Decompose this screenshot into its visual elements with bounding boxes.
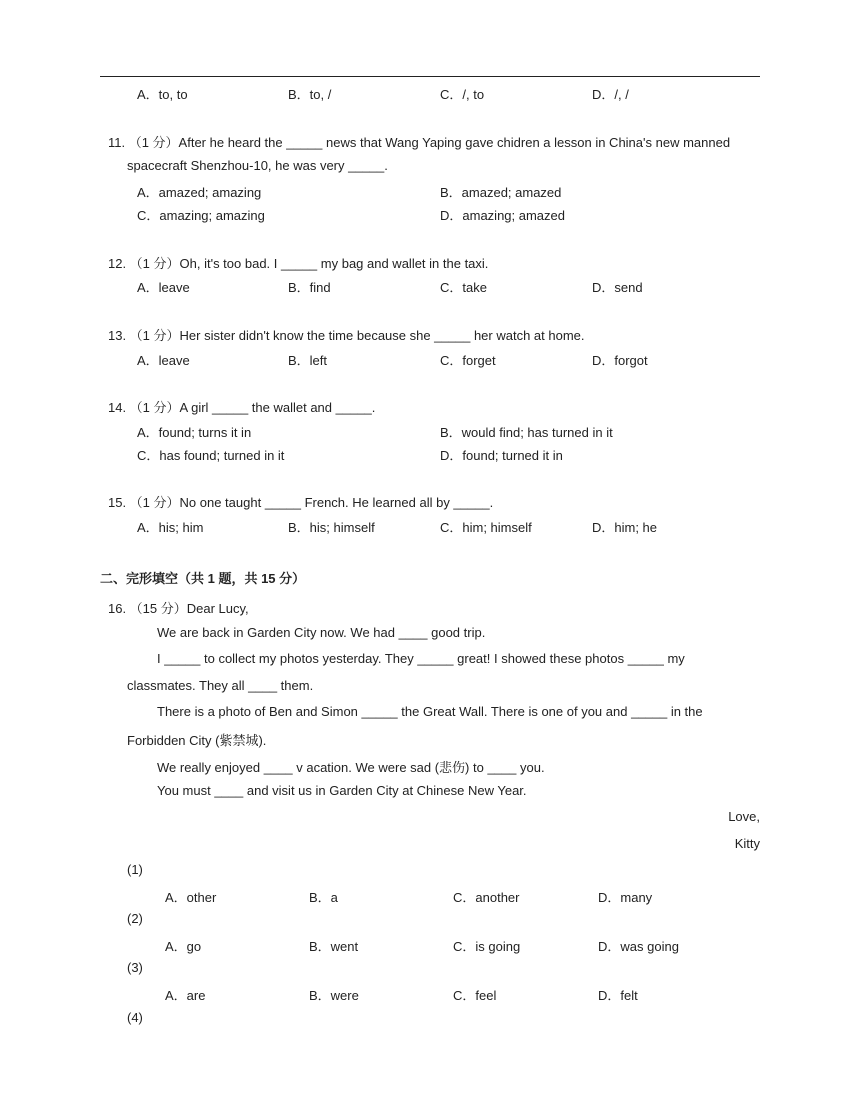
- subquestion-number: (3): [127, 960, 143, 975]
- option-c[interactable]: C．/, to: [440, 87, 485, 102]
- q15-option-d[interactable]: D．him; he: [592, 520, 658, 535]
- sub3-option-d[interactable]: D．felt: [598, 988, 638, 1003]
- letter-paragraph-5: You must ____ and visit us in Garden City at Chinese New Year.: [157, 783, 527, 798]
- q13-option-d[interactable]: D．forgot: [592, 353, 648, 368]
- section-heading: 二、完形填空（共 1 题，共 15 分）: [100, 571, 306, 586]
- letter-paragraph-2-cont: classmates. They all ____ them.: [127, 678, 314, 693]
- q13-option-a[interactable]: A．leave: [137, 353, 190, 368]
- letter-paragraph-4: We really enjoyed ____ v acation. We were sad (悲伤) to ____ you.: [157, 760, 545, 775]
- subquestion-number: (4): [127, 1010, 143, 1025]
- subquestion-number: (1): [127, 862, 143, 877]
- q15-option-b[interactable]: B．his; himself: [288, 520, 375, 535]
- q13-option-b[interactable]: B．left: [288, 353, 328, 368]
- question-13-stem: 13. （1 分）Her sister didn't know the time because she _____ her watch at home.: [108, 328, 585, 343]
- q12-option-c[interactable]: C．take: [440, 280, 487, 295]
- sub2-option-b[interactable]: B．went: [309, 939, 359, 954]
- q11-option-b[interactable]: B．amazed; amazed: [440, 185, 562, 200]
- q11-option-a[interactable]: A．amazed; amazing: [137, 185, 262, 200]
- sub2-option-a[interactable]: A．go: [165, 939, 202, 954]
- sub2-option-d[interactable]: D．was going: [598, 939, 679, 954]
- sub1-option-d[interactable]: D．many: [598, 890, 653, 905]
- letter-signature: Kitty: [734, 836, 760, 851]
- letter-closing: Love,: [728, 809, 760, 824]
- subquestion-number: (2): [127, 911, 143, 926]
- q14-option-b[interactable]: B．would find; has turned in it: [440, 425, 613, 440]
- q12-option-d[interactable]: D．send: [592, 280, 643, 295]
- question-11-stem-cont: spacecraft Shenzhou-10, he was very _____.: [127, 158, 388, 173]
- sub3-option-c[interactable]: C．feel: [453, 988, 497, 1003]
- q14-option-d[interactable]: D．found; turned it in: [440, 448, 563, 463]
- q14-option-c[interactable]: C．has found; turned in it: [137, 448, 285, 463]
- q12-option-a[interactable]: A．leave: [137, 280, 190, 295]
- q11-option-c[interactable]: C．amazing; amazing: [137, 208, 265, 223]
- q15-option-c[interactable]: C．him; himself: [440, 520, 532, 535]
- option-b[interactable]: B．to, /: [288, 87, 332, 102]
- sub1-option-c[interactable]: C．another: [453, 890, 520, 905]
- option-d[interactable]: D．/, /: [592, 87, 629, 102]
- q11-option-d[interactable]: D．amazing; amazed: [440, 208, 565, 223]
- sub1-option-a[interactable]: A．other: [165, 890, 217, 905]
- letter-paragraph-3-cont: Forbidden City (紫禁城).: [127, 733, 267, 748]
- sub1-option-b[interactable]: B．a: [309, 890, 338, 905]
- sub3-option-a[interactable]: A．are: [165, 988, 206, 1003]
- option-a[interactable]: A．to, to: [137, 87, 188, 102]
- sub3-option-b[interactable]: B．were: [309, 988, 359, 1003]
- q13-option-c[interactable]: C．forget: [440, 353, 496, 368]
- letter-paragraph-2: I _____ to collect my photos yesterday. They _____ great! I showed these photos _____ my: [157, 651, 685, 666]
- top-divider: [100, 76, 760, 77]
- question-15-stem: 15. （1 分）No one taught _____ French. He learned all by _____.: [108, 495, 494, 510]
- question-11-stem: 11. （1 分）After he heard the _____ news that Wang Yaping gave chidren a lesson in China's new manned: [108, 135, 731, 150]
- q14-option-a[interactable]: A．found; turns it in: [137, 425, 252, 440]
- letter-paragraph-3: There is a photo of Ben and Simon _____ the Great Wall. There is one of you and _____ in the: [157, 704, 703, 719]
- letter-paragraph-1: We are back in Garden City now. We had ____ good trip.: [157, 625, 486, 640]
- question-14-stem: 14. （1 分）A girl _____ the wallet and _____.: [108, 400, 376, 415]
- q15-option-a[interactable]: A．his; him: [137, 520, 204, 535]
- sub2-option-c[interactable]: C．is going: [453, 939, 521, 954]
- q12-option-b[interactable]: B．find: [288, 280, 331, 295]
- question-12-stem: 12. （1 分）Oh, it's too bad. I _____ my bag and wallet in the taxi.: [108, 256, 489, 271]
- question-16-stem: 16. （15 分）Dear Lucy,: [108, 601, 249, 616]
